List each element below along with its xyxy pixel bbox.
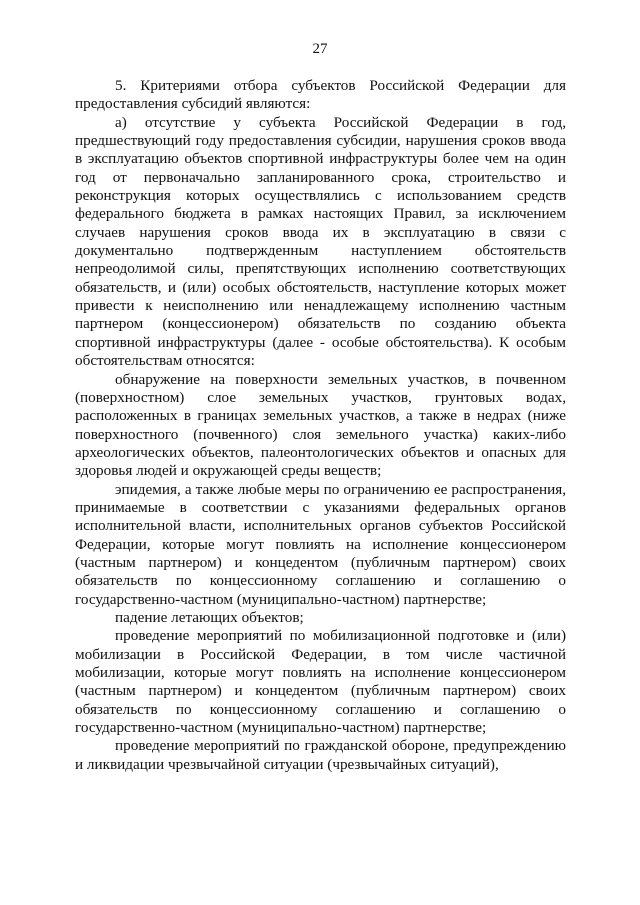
paragraph-civil-defense: проведение мероприятий по гражданской обороне, предупреждению и ликвидации чрезвычайной ситуации (чрезвычайных ситуаций), xyxy=(75,737,566,773)
paragraph-mobilization: проведение мероприятий по мобилизационной подготовке и (или) мобилизации в Российской Федерации, в том числе частичной мобилизации, которые могут повлиять на исполнение концессионером (частным партнером) и концедентом (публичным партнером) своих обязательств по концессионному соглашению и соглашению о государственно-частном (муниципально-частном) партнерстве; xyxy=(75,627,566,737)
paragraph-criterion-a: а) отсутствие у субъекта Российской Федерации в год, предшествующий году предоставления субсидии, нарушения сроков ввода в эксплуатацию объектов спортивной инфраструктуры более чем на один год от первоначально запланированного срока, строительство и реконструкция которых осуществлялись с использованием средств федерального бюджета в рамках настоящих Правил, за исключением случаев нарушения сроков ввода их в эксплуатацию в связи с документально подтвержденным наступлением обстоятельств непреодолимой силы, препятствующих исполнению соответствующих обязательств, и (или) особых обстоятельств, наступление которых может привести к неисполнению или ненадлежащему исполнению частным партнером (концессионером) обязательств по созданию объекта спортивной инфраструктуры (далее - особые обстоятельства). К особым обстоятельствам относятся: xyxy=(75,113,566,370)
paragraph-epidemic: эпидемия, а также любые меры по ограничению ее распространения, принимаемые в соответствии с указаниями федеральных органов исполнительной власти, исполнительных органов субъектов Российской Федерации, которые могут повлиять на исполнение концессионером (частным партнером) и концедентом (публичным партнером) своих обязательств по концессионному соглашению и соглашению о государственно-частном (муниципально-частном) партнерстве; xyxy=(75,480,566,608)
document-body xyxy=(75,77,566,774)
page-number: 27 xyxy=(312,41,328,57)
paragraph-criteria-intro: 5. Критериями отбора субъектов Российской Федерации для предоставления субсидий являются: xyxy=(75,77,566,113)
paragraph-discovery-objects: обнаружение на поверхности земельных участков, в почвенном (поверхностном) слое земельных участков, грунтовых водах, расположенных в границах земельных участков, а также в недрах (ниже поверхностного (почвенного) слоя земельного участка) каких-либо археологических объектов, палеонтологических объектов и опасных для здоровья людей и окружающей среды веществ; xyxy=(75,370,566,480)
paragraph-flying-objects: падение летающих объектов; xyxy=(115,608,304,626)
